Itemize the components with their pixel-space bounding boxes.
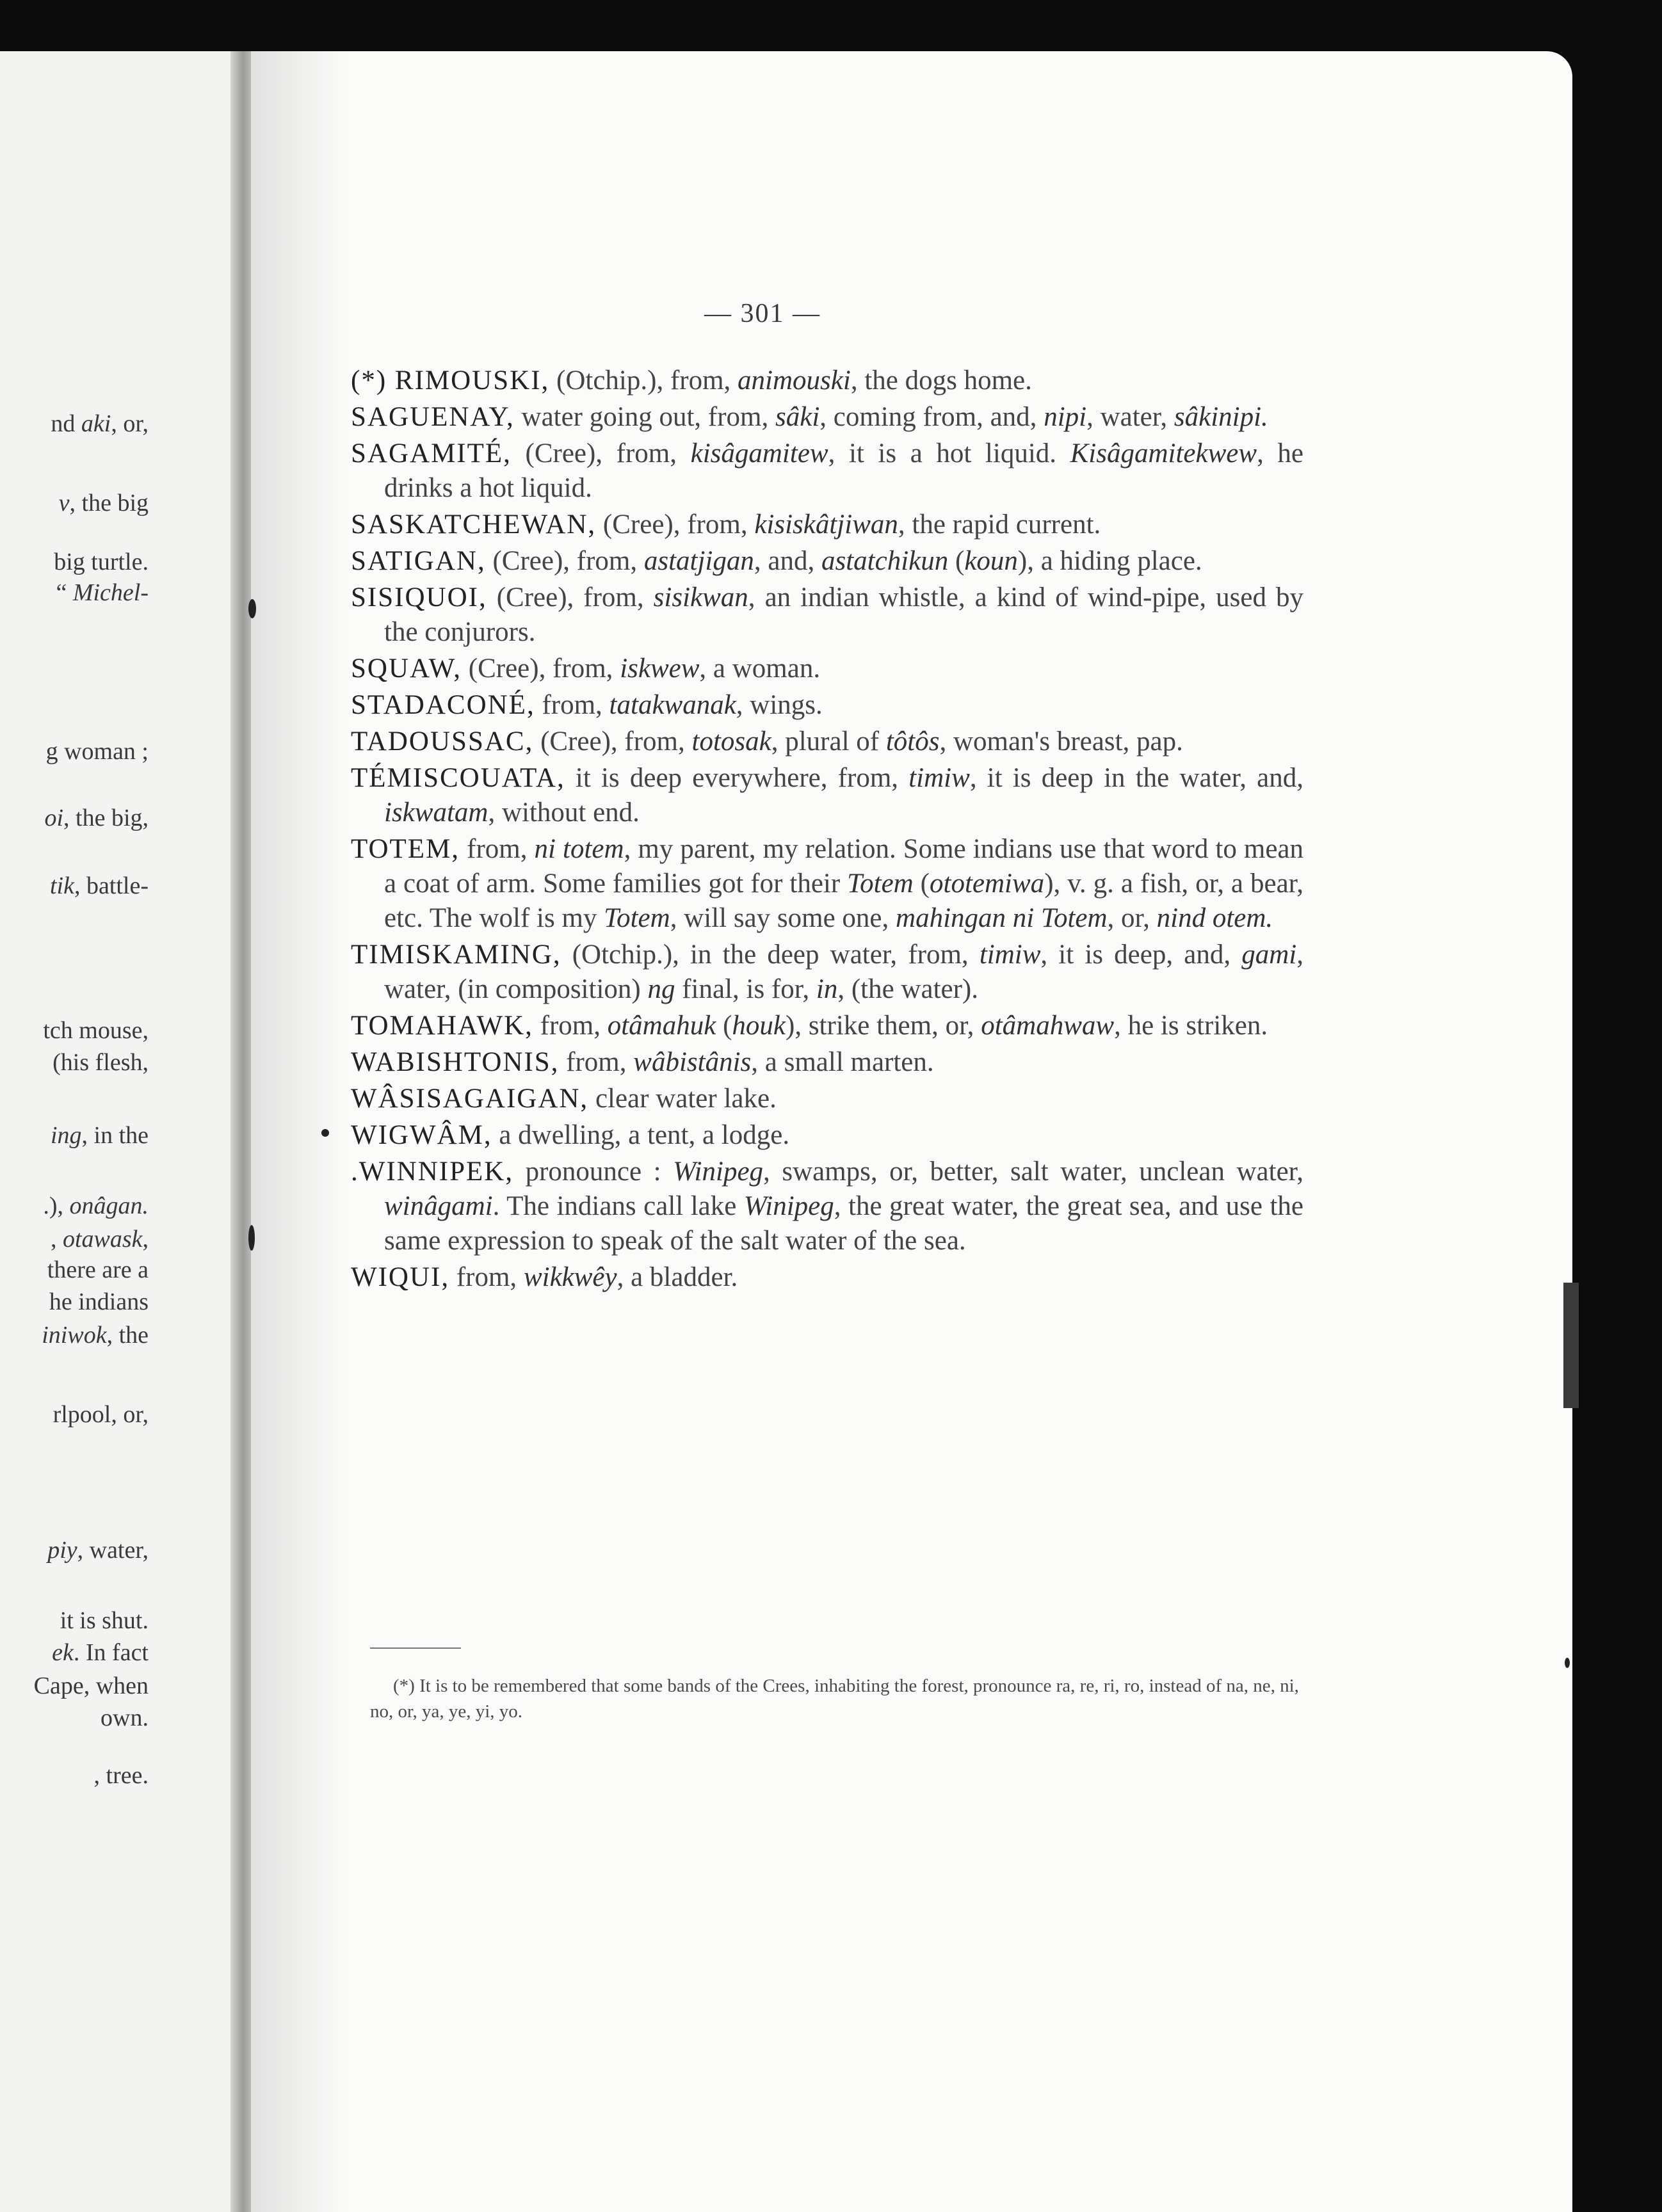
native-word: kisâgamitew (690, 438, 828, 469)
entry-text: from, (449, 1262, 524, 1292)
entry-text: , the dogs home. (850, 365, 1032, 396)
entry-headword: WIQUI, (351, 1262, 450, 1292)
entry-text: , it is deep in the water, and, (969, 763, 1303, 793)
entry-text: (Otchip.), in the deep water, from, (561, 940, 980, 970)
entry-headword: (*) RIMOUSKI, (351, 365, 550, 396)
left-page-fragment: tch mouse, (43, 1017, 149, 1044)
native-word: Kisâgamitekwew (1070, 438, 1257, 469)
glossary-entry (351, 832, 1303, 936)
native-word: timiw (979, 940, 1041, 970)
entry-text: from, (535, 690, 609, 720)
entry-text: (Cree), from, (596, 509, 755, 540)
entry-headword: TOTEM, (351, 834, 460, 864)
native-word: totosak (691, 726, 771, 757)
entry-headword: SAGUENAY, (351, 402, 515, 432)
entry-text: , and, (754, 546, 821, 576)
native-word: nind otem. (1156, 903, 1273, 933)
glossary-entry (351, 364, 1303, 398)
left-page-fragment: big turtle. (54, 549, 149, 575)
native-word: otâmahwaw (981, 1011, 1115, 1041)
entry-text: from, (460, 834, 535, 864)
entry-text: (Cree), from, (462, 653, 620, 684)
glossary-entry (351, 1260, 1303, 1295)
entry-text: final, is for, (675, 974, 816, 1004)
glossary-entry (351, 688, 1303, 723)
entry-text: , he drinks a hot liquid. (384, 438, 1303, 503)
glossary-entry (351, 400, 1303, 435)
glossary-entry (351, 652, 1303, 686)
entry-headword: TIMISKAMING, (351, 940, 561, 970)
glossary-entry (351, 1045, 1303, 1080)
native-word: animouski (738, 365, 851, 396)
native-word: sâki (775, 402, 820, 432)
entry-text: , water, (in composition) (384, 940, 1303, 1004)
entry-headword: TADOUSSAC, (351, 726, 534, 757)
entry-text: ( (913, 869, 930, 899)
glossary-entry (351, 1082, 1303, 1116)
footnote-rule (370, 1647, 461, 1649)
left-page-fragment: he indians (49, 1288, 149, 1315)
entry-text: . The indians call lake (492, 1191, 744, 1221)
entry-text: , woman's breast, pap. (939, 726, 1183, 757)
left-page-fragment: rlpool, or, (52, 1401, 149, 1428)
native-word: iskwatam (384, 797, 488, 828)
glossary-entry (351, 1155, 1303, 1258)
left-page-fragment: , otawask, (50, 1226, 149, 1253)
native-word: mahingan ni Totem (896, 903, 1108, 933)
entry-headword: TÉMISCOUATA, (351, 763, 565, 793)
entry-text: ), v. g. a fish, or, a bear, etc. The wolf is my (384, 869, 1304, 933)
left-page-fragment: , tree. (93, 1762, 149, 1789)
entry-text: pronounce : (513, 1157, 674, 1187)
entry-text: , the rapid current. (898, 509, 1101, 540)
entry-text: , coming from, and, (819, 402, 1044, 432)
entry-text: ), a hiding place. (1017, 546, 1202, 576)
entry-headword: WÂSISAGAIGAN, (351, 1084, 589, 1114)
native-word: in (816, 974, 838, 1004)
glossary-entry (351, 761, 1303, 830)
left-page-fragment: Cape, when (33, 1672, 149, 1699)
native-word: gami (1241, 940, 1297, 970)
entry-headword: SASKATCHEWAN, (351, 509, 597, 540)
left-page-fragment: ek. In fact (52, 1639, 149, 1666)
entry-headword: STADACONÉ, (351, 690, 535, 720)
glossary-entry (351, 508, 1303, 542)
native-word: timiw (908, 763, 970, 793)
entry-text: , water, (1086, 402, 1174, 432)
left-page-fragment: own. (101, 1704, 149, 1731)
glossary-entry (351, 938, 1303, 1007)
entry-text: , the great water, the great sea, and use the same expression to speak of the salt water of the sea. (384, 1191, 1303, 1256)
entry-text: ( (948, 546, 965, 576)
glossary-entry (351, 437, 1303, 506)
entry-headword: SQUAW, (351, 653, 462, 684)
entry-headword: SATIGAN, (351, 546, 486, 576)
entry-text: a dwelling, a tent, a lodge. (492, 1120, 790, 1150)
glossary-entry (351, 544, 1303, 579)
entry-text: it is deep everywhere, from, (565, 763, 909, 793)
native-word: wikkwêy (523, 1262, 617, 1292)
entry-text: from, (559, 1047, 634, 1077)
entry-text: clear water lake. (588, 1084, 777, 1114)
page-edge-tab (1563, 1283, 1579, 1408)
entry-text: (Cree), from, (533, 726, 692, 757)
native-word: sisikwan (653, 582, 748, 613)
native-word: otâmahuk (607, 1011, 716, 1041)
entry-text: , my parent, my relation. Some indians use that word to mean a coat of arm. Some families got for their (384, 834, 1303, 899)
native-word: tôtôs (885, 726, 940, 757)
entry-text: (Otchip.), from, (549, 365, 738, 396)
entry-text: , an indian whistle, a kind of wind-pipe, used by the conjurors. (384, 582, 1303, 647)
ink-speck (248, 1225, 255, 1251)
entry-text: , a woman. (699, 653, 821, 684)
native-word: iskwew (620, 653, 700, 684)
entry-headword: .WINNIPEK, (351, 1157, 514, 1187)
entry-text: , it is deep, and, (1040, 940, 1242, 970)
entry-text: (Cree), from, (485, 546, 644, 576)
glossary-entry (351, 581, 1303, 650)
left-page-fragment: v, the big (58, 490, 149, 517)
entry-text: , without end. (488, 797, 640, 828)
entry-headword: WIGWÂM, (351, 1120, 492, 1150)
entry-text: ), strike them, or, (786, 1011, 981, 1041)
native-word: Totem (604, 903, 670, 933)
footnote: (*) It is to be remembered that some bands of the Crees, inhabiting the forest, pronounce ra, re, ri, ro, instead of na, ne, ni, no, or, ya, ye, yi, yo. (370, 1676, 1299, 1722)
native-word: ototemiwa (930, 869, 1045, 899)
left-page-fragment: there are a (47, 1256, 149, 1283)
native-word: astatchikun (821, 546, 949, 576)
left-page-fragment: .), onâgan. (43, 1192, 149, 1219)
native-word: winâgami (384, 1191, 493, 1221)
native-word: Totem (847, 869, 914, 899)
glossary-entry (351, 1118, 1303, 1153)
glossary-entry (351, 725, 1303, 759)
page-shadow (251, 51, 347, 2212)
entry-text: , he is striken. (1114, 1011, 1268, 1041)
left-page-fragment: g woman ; (45, 738, 149, 765)
left-page-fragment: it is shut. (60, 1607, 149, 1634)
ink-speck (1565, 1658, 1570, 1668)
native-word: Winipeg (673, 1157, 764, 1187)
entry-text: , plural of (771, 726, 886, 757)
native-word: Winipeg (743, 1191, 834, 1221)
left-page-fragment: nd aki, or, (51, 410, 149, 437)
entry-headword: TOMAHAWK, (351, 1011, 533, 1041)
ink-speck (248, 599, 256, 618)
entry-text: , will say some one, (670, 903, 896, 933)
glossary-entry (351, 1009, 1303, 1043)
entry-text: , or, (1107, 903, 1157, 933)
left-page-fragment: (his flesh, (52, 1049, 149, 1076)
native-word: kisiskâtjiwan (754, 509, 898, 540)
ink-speck (321, 1129, 329, 1137)
native-word: ng (647, 974, 675, 1004)
native-word: tatakwanak (609, 690, 736, 720)
native-word: sâkinipi. (1174, 402, 1268, 432)
entry-text: , it is a hot liquid. (828, 438, 1070, 469)
left-page (0, 51, 230, 2212)
glossary-entries (351, 364, 1303, 1297)
entry-text: , wings. (736, 690, 823, 720)
left-page-fragment: tik, battle- (49, 872, 149, 899)
native-word: koun (964, 546, 1018, 576)
entry-text: water going out, from, (514, 402, 775, 432)
left-page-fragment: iniwok, the (42, 1322, 149, 1349)
entry-headword: SISIQUOI, (351, 582, 487, 613)
entry-text: , a bladder. (617, 1262, 738, 1292)
native-word: nipi (1044, 402, 1087, 432)
page-number: — 301 — (704, 299, 821, 328)
native-word: astatjigan (643, 546, 754, 576)
entry-text: (Cree), from, (487, 582, 654, 613)
left-page-fragment: piy, water, (47, 1537, 149, 1564)
entry-text: from, (533, 1011, 608, 1041)
left-page-fragment: “ Michel- (56, 579, 149, 606)
native-word: ni totem (534, 834, 624, 864)
entry-text: , swamps, or, better, salt water, unclean water, (763, 1157, 1303, 1187)
entry-text: (Cree), from, (511, 438, 691, 469)
entry-text: , a small marten. (751, 1047, 934, 1077)
left-page-fragment: oi, the big, (44, 805, 149, 831)
left-page-fragment: ing, in the (50, 1122, 149, 1149)
native-word: houk (732, 1011, 786, 1041)
native-word: wâbistânis (633, 1047, 752, 1077)
entry-headword: WABISHTONIS, (351, 1047, 560, 1077)
entry-text: ( (716, 1011, 732, 1041)
entry-text: , (the water). (837, 974, 978, 1004)
entry-headword: SAGAMITÉ, (351, 438, 512, 469)
